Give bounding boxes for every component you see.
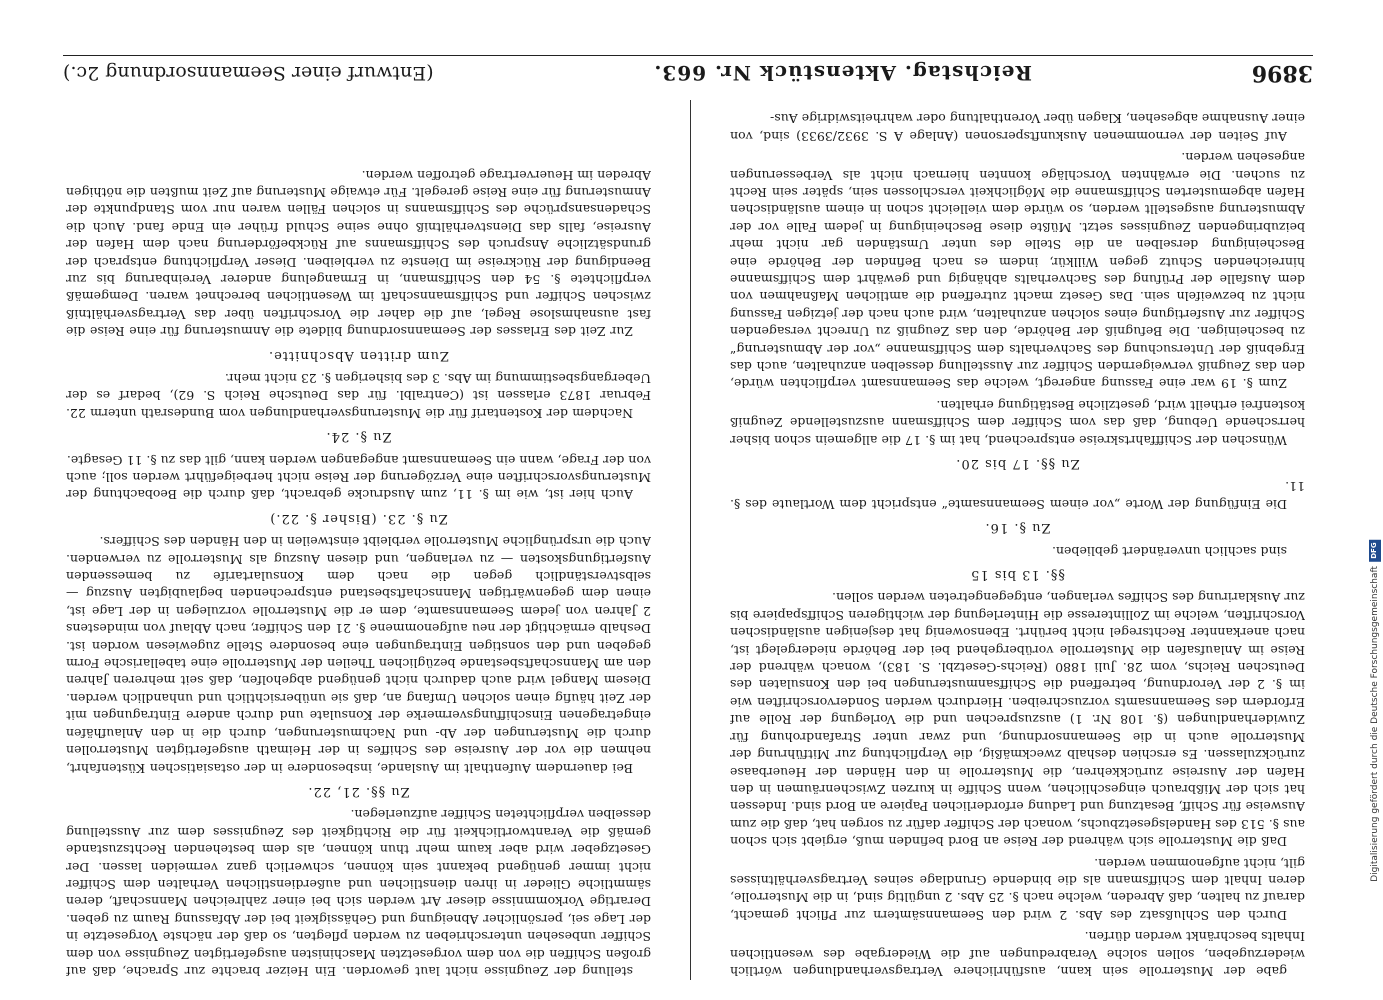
page-subtitle: (Entwurf einer Seemannsordnung 2c.)	[63, 62, 434, 84]
paragraph: Nachdem der Kostentarif für die Musterungsverhandlungen vom Bundesrath unterm 22. Februar 1873 erlassen ist (Centralbl. für das Deutsche Reich S. 62), bedarf es der Uebergangsbestimmung im Abs. 3 des bisherigen §. 23 nicht mehr.	[66, 371, 651, 421]
section-heading: Zum dritten Abschnitte.	[267, 347, 450, 363]
paragraph: Wünschen der Schifffahrtskreise entsprechend, hat im §. 17 die allgemein schon bisher herrschende Uebung, daß das vom Schiffer dem Schiffsmann auszustellende Zeugniß kostenfrei ertheilt wird, gesetzliche Bestätigung erhalten.	[730, 397, 1305, 448]
paragraph: Bei dauerndem Aufenthalt im Auslande, insbesondere in der ostasiatischen Küstenfahrt, nehmen die vor der Ausreise des Schiffes in der Heimath ausgefertigten Musterrollen durch die Musterungen der Ab- und Nachmusterungen, durch die in den Anlaufhäfen eingetragenen Einschiffungsvermerke der Konsulate und durch andere Eintragungen mit der Zeit häufig einen solchen Umfang an, daß sie unübersichtlich und unhandlich werden. Diesem Mangel wird auch dadurch nicht genügend abgeholfen, daß seit mehreren Jahren den am Mannschaftsbestande bezüglichen Theilen der Musterrolle eine tabellarische Form gegeben und den sonstigen Eintragungen eine besondere Stelle zugewiesen worden ist. Deshalb ermächtigt der neu aufgenommene §. 21 den Schiffer, nach Ablauf von mindestens 2 Jahren von jedem Seemannsamte, dem er die Musterrolle vorzulegen in der Lage ist, einen dem gegenwärtigen Mannschaftsbestand entsprechenden beglaubigten Auszug — selbstverständlich gegen die nach dem Konsulartarife zu bemessenden Ausfertigungskosten — zu verlangen, und diesen Auszug als Musterrolle zu verwenden. Auch die ursprüngliche Musterrolle verbleibt einstweilen in den Händen des Schiffers.	[66, 534, 651, 776]
credit-text: Digitalisierung gefördert durch die Deutsche Forschungsgemeinschaft	[1370, 566, 1380, 882]
paragraph: Die Einfügung der Worte „vor einem Seemannsamte“ entspricht dem Wortlaute des §. 11.	[730, 479, 1305, 512]
paragraph: sind sachlich unverändert geblieben.	[1051, 543, 1287, 559]
section-heading: Zu §. 16.	[984, 520, 1051, 536]
paragraph: Durch den Schlußsatz des Abs. 2 wird den Seemannsämtern zur Pflicht gemacht, darauf zu halten, daß Abreden, welche nach §. 25 Abs. 2 ungültig sind, in die Musterrolle, deren Inhalt dem Schiffsmann als die bindende Grundlage seines Vertragsverhältnisses gilt, nicht aufgenommen werden.	[730, 855, 1305, 923]
section-heading: Zu §. 23. (Bisher §. 22.)	[269, 510, 448, 526]
paragraph: Daß die Musterrolle sich während der Reise an Bord befinden muß, ergiebt sich schon aus §. 513 des Handelsgesetzbuchs, wonach der Schiffer dafür zu sorgen hat, daß die zum Ausweise für Schiff, Besatzung und Ladung erforderlichen Papiere an Bord sind. Indessen hat sich der Mißbrauch eingeschlichen, wenn Schiffe in kurzen Zwischenräumen in den Hafen der Ausreise zurückkehren, die Musterrolle in den Händen der Heuerbaase zurückzulassen. Es erschien deshalb zweckmäßig, die Verpflichtung zur Mitführung der Musterrolle auch in die Seemannsordnung, und zwar unter Strafandrohung für Zuwiderhandlungen (§. 108 Nr. 1) auszusprechen und die Vorlegung der Rolle auf Erfordern des Seemannsamts vorzuschreiben. Hierdurch werden Sondervorschriften wie im §. 2 der Verordnung, betreffend die Schiffsanmusterungen bei den Konsulaten des Deutschen Reichs, vom 28. Juli 1880 (Reichs-Gesetzbl. S. 183), wonach während der Reise im Anlaufsafen die Musterrolle vorübergehend bei der Behörde niedergelegt ist, nach anerkannter Rechtsregel nicht berührt. Ebensowenig hat desjenigen ausländischen Vorschriften, welche im Zollinteresse die Hinterlegung der wichtigeren Schiffspapiere bis zur Ausklarirung des Schiffes verlangen, entgegengetreten werden sollen.	[730, 590, 1305, 850]
column-divider	[690, 100, 691, 980]
section-heading: §§. 13 bis 15	[970, 567, 1065, 583]
paragraph: Auch hier ist, wie im §. 11, zum Ausdrucke gebracht, daß durch die Beobachtung der Musterungsvorschriften eine Verzögerung der Reise nicht herbeigeführt werden soll; auch von der Frage, wann ein Seemannsamt angegangen werden kann, gilt das zu §. 11 Gesagte.	[66, 452, 651, 503]
page-title: Reichstag. Aktenstück Nr. 663.	[653, 61, 1032, 85]
digitization-credit	[1369, 540, 1381, 882]
paragraph: stellung der Zeugnisse nicht laut geworden. Ein Heizer brachte zur Sprache, daß auf großen Schiffen die von dem vorgesetzten Maschinisten ausgefertigten Zeugnisse von dem Schiffer unbesehen unterschrieben zu werden pflegten, so daß der nächste Vorgesetzte in der Lage sei, persönlicher Abneigung und Gehässigkeit bei der Abfassung Raum zu geben. Derartige Vorkommnisse dieser Art werden sich bei einer zahlreichen Mannschaft, deren sämmtliche Glieder in ihren dienstlichen und außerdienstlichen Verhalten dem Schiffer nicht immer genügend bekannt sein können, schwerlich ganz vermeiden lassen. Der Gesetzgeber wird aber kaum mehr thun können, als dem bestehenden Rechtszustande gemäß die Verantwortlichkeit für die Richtigkeit des Zeugnisses dem zur Ausstellung desselben verpflichteten Schiffer aufzuerlegen.	[66, 807, 651, 979]
right-column	[730, 100, 1305, 980]
paragraph: Zum §. 19 war eine Fassung angeregt, welche das Seemannsamt verpflichten würde, den das Zeugniß verweigernden Schiffer zur Ausstellung desselben anzuhalten, auch das Ergebniß der Untersuchung des Sachverhalts dem Schiffsmanne „vor der Abmusterung“ zu bescheinigen. Die Befugniß der Behörde, den das Zeugniß zu Unrecht versagenden Schiffer zur Ausfertigung eines solchen anzuhalten, wird auch nach der jetzigen Fassung nicht zu bezweifeln sein. Das Gesetz macht zutreffend die amtlichen Maßnahmen von dem Ausfalle der Prüfung des Sachverhalts abhängig und gewährt dem Schiffsmanne hinreichenden Schutz gegen Willkür, indem es nach Befinden der Behörde eine Bescheinigung derselben an die Stelle des unter Umständen gar nicht mehr beizubringenden Zeugnisses setzt. Müßte diese Bescheinigung in jedem Falle vor der Abmusterung ausgestellt werden, so würde dem vielleicht schon in einem ausländischen Hafen abgemusterten Schiffsmanne die Möglichkeit verschlossen sein, später sein Recht zu suchen. Die erwähnten Vorschläge konnten hiernach nicht als Verbesserungen angesehen werden.	[730, 150, 1305, 392]
dfg-logo-icon: DFG	[1369, 540, 1381, 562]
paragraph: Zur Zeit des Erlasses der Seemannsordnung bildete die Anmusterung für eine Reise die fast ausnahmslose Regel, auf die daher die Vorschriften über das Vertragsverhältniß zwischen Schiffer und Schiffsmannschaft im Wesentlichen berechnet waren. Demgemäß verpflichtete §. 54 den Schiffsmann, in Ermangelung anderer Vereinbarung bis zur Beendigung der Rückreise im Dienste zu verbleiben. Dieser Verpflichtung entsprach der grundsätzliche Anspruch des Schiffsmanns auf Rückbeförderung nach dem Hafen der Ausreise, falls das Dienstverhältniß ohne seine Schuld früher ein Ende fand. Auch die Schadensansprüche des Schiffsmanns in solchen Fällen waren nur vom Standpunkte der Anmusterung für eine Reise geregelt. Für etwaige Musterung auf Zeit mußten die nöthigen Abreden im Heuervertrage getroffen werden.	[66, 167, 651, 340]
paragraph: gabe der Musterrolle sein kann, ausführlichere Vertragsverhandlungen wörtlich wiederzugeben, sollen solche Verabredungen auf die Wiedergabe des wesentlichen Inhalts beschränkt werden dürfen.	[730, 929, 1305, 979]
paragraph: Auf Seiten der vernommenen Auskunftspersonen (Anlage A S. 3932/3933) sind, von einer Ausnahme abgesehen, Klagen über Vorenthaltung oder wahrheitswidrige Aus-	[730, 111, 1305, 144]
page-header	[63, 55, 1313, 90]
section-heading: Zu §. 24.	[325, 429, 392, 445]
section-heading: Zu §§. 17 bis 20.	[955, 456, 1080, 472]
left-column	[66, 100, 651, 980]
section-heading: Zu §§. 21, 22.	[307, 783, 410, 799]
page-number: 3896	[1251, 60, 1313, 86]
